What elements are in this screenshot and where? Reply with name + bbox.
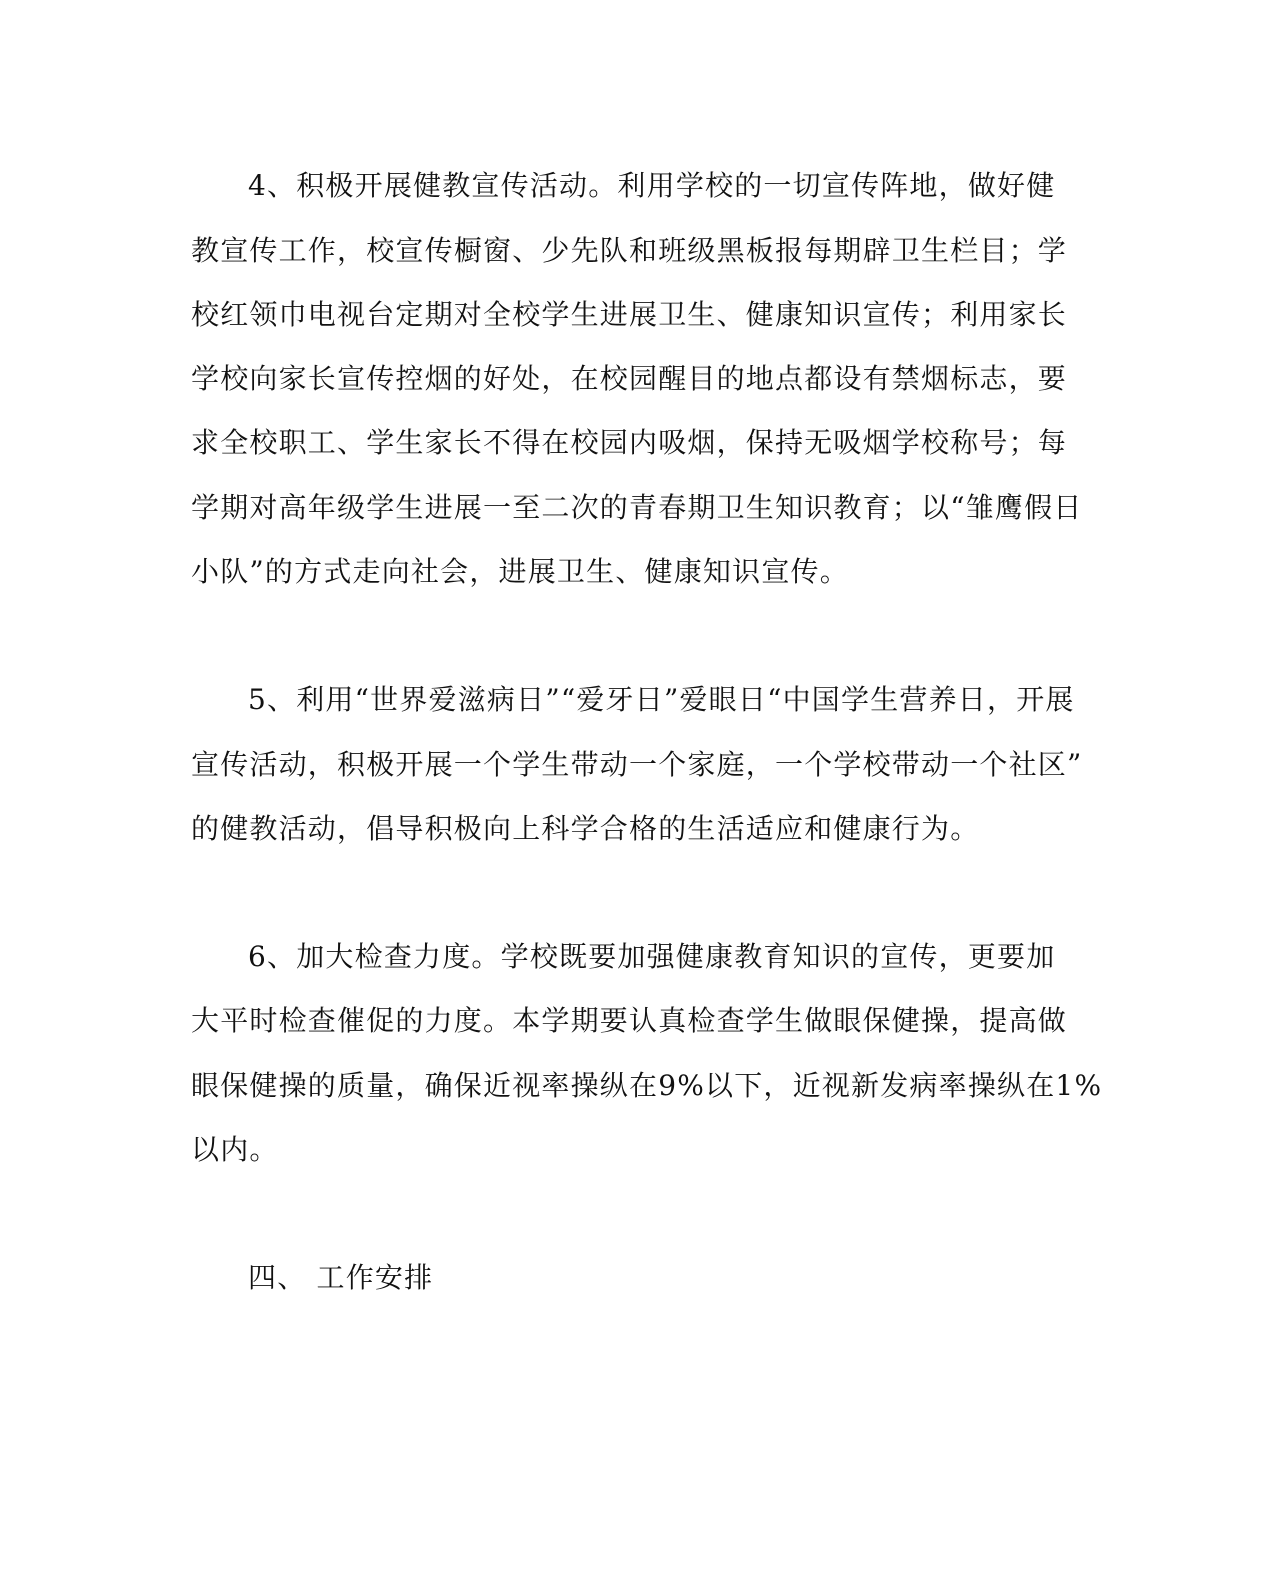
- paragraph-6-line-2: 大平时检查催促的力度。本学期要认真检查学生做眼保健操，提高做: [191, 1004, 1068, 1037]
- paragraph-4-line-1: 4、积极开展健教宣传活动。利用学校的一切宣传阵地，做好健: [248, 169, 1056, 202]
- paragraph-4-line-3: 校红领巾电视台定期对全校学生进展卫生、健康知识宣传；利用家长: [191, 298, 1068, 331]
- paragraph-4-line-2: 教宣传工作，校宣传橱窗、少先队和班级黑板报每期辟卫生栏目；学: [191, 234, 1068, 267]
- paragraph-6-line-4: 以内。: [191, 1133, 279, 1166]
- paragraph-5-line-3: 的健教活动，倡导积极向上科学合格的生活适应和健康行为。: [191, 812, 980, 845]
- paragraph-4-line-5: 求全校职工、学生家长不得在校园内吸烟，保持无吸烟学校称号；每: [191, 426, 1068, 459]
- paragraph-6-line-1: 6、加大检查力度。学校既要加强健康教育知识的宣传，更要加: [248, 940, 1056, 973]
- paragraph-4-line-4: 学校向家长宣传控烟的好处，在校园醒目的地点都设有禁烟标志，要: [191, 362, 1068, 395]
- paragraph-5-line-2: 宣传活动，积极开展一个学生带动一个家庭，一个学校带动一个社区”: [191, 748, 1083, 781]
- paragraph-6-line-3: 眼保健操的质量，确保近视率操纵在9%以下，近视新发病率操纵在1%: [191, 1069, 1103, 1102]
- paragraph-5-line-1: 5、利用“世界爱滋病日”“爱牙日”爱眼日“中国学生营养日，开展: [248, 683, 1075, 716]
- section-heading: 四、 工作安排: [248, 1261, 434, 1294]
- paragraph-4-line-7: 小队”的方式走向社会，进展卫生、健康知识宣传。: [191, 555, 849, 588]
- paragraph-4-line-6: 学期对高年级学生进展一至二次的青春期卫生知识教育；以“雏鹰假日: [191, 491, 1083, 524]
